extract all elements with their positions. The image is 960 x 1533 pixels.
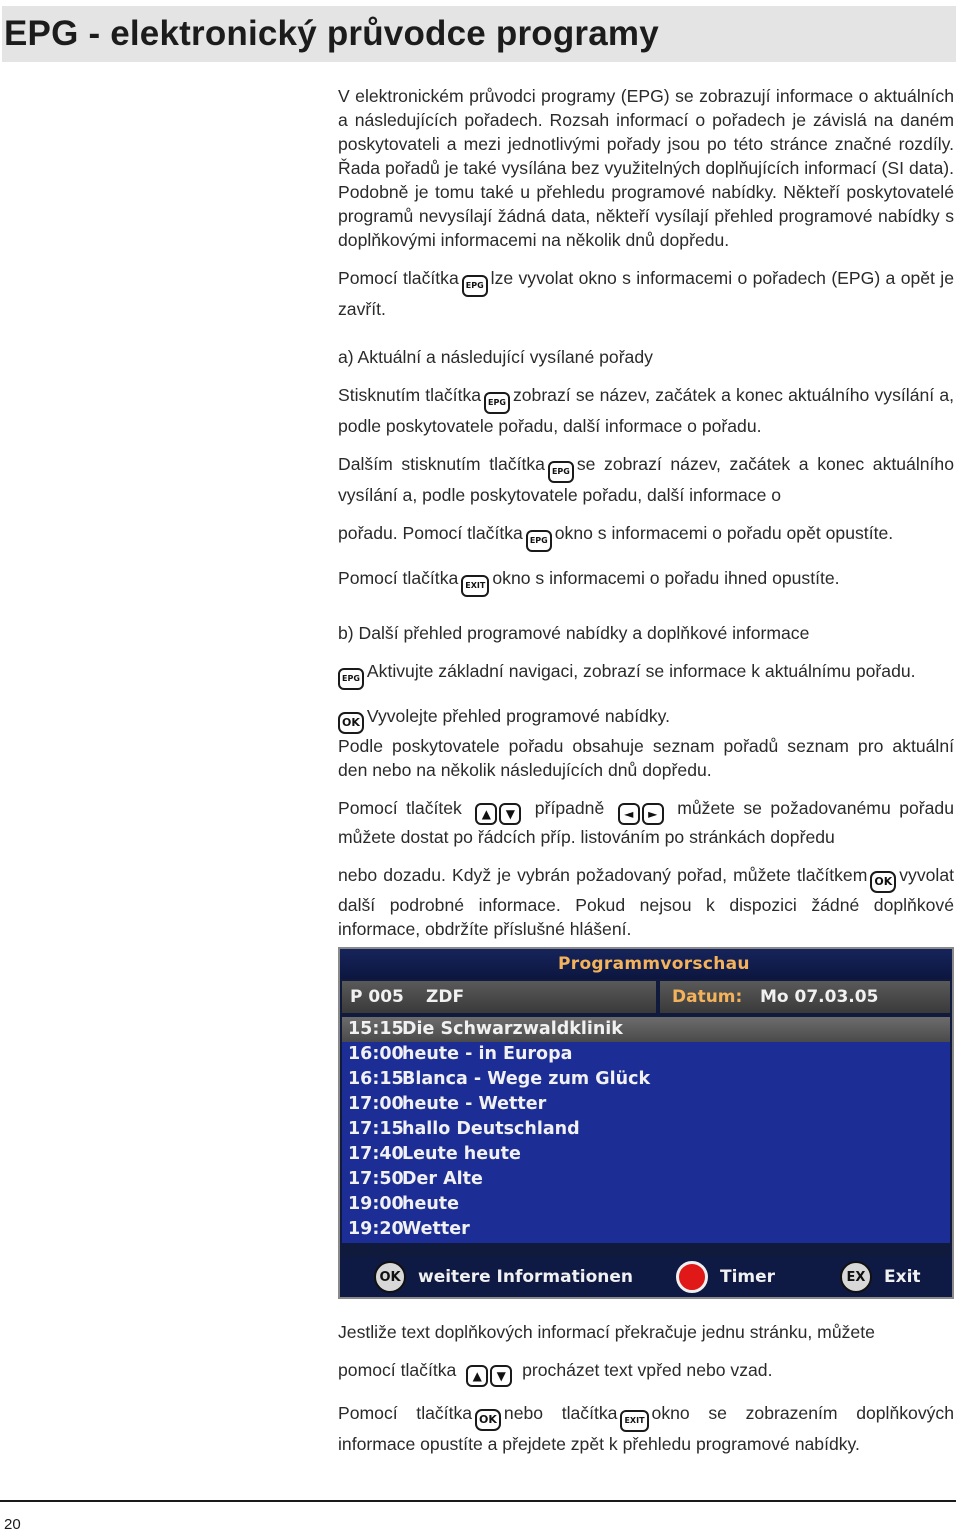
ok-button-icon: OK (374, 1261, 406, 1293)
ok-key-icon: OK (870, 871, 896, 893)
tv-program-row[interactable] (342, 1142, 950, 1167)
tv-footer (340, 1257, 952, 1297)
tv-channel-info (342, 981, 656, 1013)
text-segment: lze vyvolat okno s informacemi o pořadech (EPG) a opět je zavřít. (338, 268, 954, 319)
intro-paragraph: V elektronickém průvodci programy (EPG) se zobrazují informace o aktuálních a následujících pořadech. Rozsah informací o pořadech je závislá na daném poskytovateli a mezi jednotlivými pořady jsou po této stránce značné rozdíly. Řada pořadů je také vysílána bez využitelných doplňujících informací (SI data). Podobně je tomu také u přehledu programové nabídky. Někteří poskytovatelé programů nevysílají žádná data, někteří vysílají přehled programové nabídky s doplňkovými informacemi na několik dnů dopředu. (338, 86, 954, 250)
epg-screenshot (338, 947, 954, 1299)
closing-content (338, 1320, 954, 1456)
closing-paragraph-2 (338, 1358, 954, 1387)
main-content (338, 84, 954, 941)
tv-date-info (660, 981, 950, 1013)
right-arrow-key-icon: ► (642, 803, 664, 825)
tv-program-name: hallo Deutschland (402, 1119, 580, 1139)
left-right-keys (617, 796, 665, 825)
tv-program-name: Der Alte (402, 1169, 483, 1189)
tv-program-list (342, 1017, 950, 1243)
tv-program-time: 16:15 (348, 1069, 404, 1089)
epg-key-icon: EPG (462, 275, 488, 297)
section-a-heading: a) Aktuální a následující vysílané pořady (338, 347, 653, 367)
section-a-paragraph-1 (338, 383, 954, 438)
text-segment: zobrazí se název, začátek a konec aktuálního vysílání a, podle poskytovatele pořadu, další informace o pořadu. (338, 385, 954, 436)
text-segment: můžete se požadovanému pořadu můžete dostat po řádcích příp. listováním po stránkách dopředu (338, 798, 954, 847)
tv-program-time: 17:15 (348, 1119, 404, 1139)
text-segment: pomocí tlačítka (338, 1360, 457, 1380)
text-segment: nebo tlačítka (503, 1403, 618, 1423)
section-b-paragraph-4 (338, 796, 954, 849)
section-a-paragraph-4 (338, 566, 954, 597)
tv-program-row[interactable] (342, 1217, 950, 1242)
closing-paragraph-3 (338, 1401, 954, 1456)
section-b-paragraph-5 (338, 863, 954, 941)
tv-program-row[interactable] (342, 1042, 950, 1067)
left-arrow-key-icon: ◄ (618, 803, 640, 825)
section-a-paragraph-2 (338, 452, 954, 507)
tv-program-name: heute - in Europa (402, 1044, 573, 1064)
tv-channel-number: P 005 (350, 987, 404, 1007)
tv-program-name: heute - Wetter (402, 1094, 547, 1114)
ok-key-icon: OK (475, 1409, 501, 1431)
page-title: EPG - elektronický průvodce programy (4, 14, 659, 53)
tv-title-bar (340, 949, 952, 979)
tv-program-time: 17:40 (348, 1144, 404, 1164)
text-segment: vyvolat další podrobné informace. Pokud nejsou k dispozici žádné doplňkové informace, obdržíte příslušné hlášení. (338, 865, 954, 939)
tv-program-time: 15:15 (348, 1019, 404, 1039)
up-arrow-key-icon: ▲ (475, 803, 497, 825)
tv-program-name: Blanca - Wege zum Glück (402, 1069, 651, 1089)
section-b-paragraph-2 (338, 704, 954, 734)
section-b-paragraph-3: Podle poskytovatele pořadu obsahuje seznam pořadů seznam pro aktuální den nebo na několik následujících dnů dopředu. (338, 736, 954, 780)
text-segment: okno s informacemi o pořadu opět opustíte. (554, 523, 894, 543)
tv-program-time: 16:00 (348, 1044, 404, 1064)
text-segment: Aktivujte základní navigaci, zobrazí se informace k aktuálnímu pořadu. (366, 661, 916, 681)
footer-divider (0, 1500, 956, 1502)
text-segment: okno s informacemi o pořadu ihned opustíte. (492, 568, 840, 588)
tv-program-name: Leute heute (402, 1144, 521, 1164)
text-segment: Pomocí tlačítek (338, 798, 462, 818)
text-segment: procházet text vpřed nebo vzad. (522, 1360, 773, 1380)
down-arrow-key-icon: ▼ (490, 1365, 512, 1387)
page-number: 20 (4, 1516, 21, 1533)
tv-title: Programmvorschau (558, 954, 750, 974)
tv-program-name: Wetter (402, 1219, 470, 1239)
text-segment: Vyvolejte přehled programové nabídky. (366, 706, 671, 726)
down-arrow-key-icon: ▼ (499, 803, 521, 825)
tv-program-row[interactable] (342, 1017, 950, 1042)
tv-program-row[interactable] (342, 1092, 950, 1117)
tv-program-time: 17:50 (348, 1169, 404, 1189)
timer-label: Timer (720, 1267, 776, 1287)
up-down-keys (474, 796, 522, 825)
exit-button-icon: EX (840, 1261, 872, 1293)
ok-key-icon: OK (338, 712, 364, 734)
text-segment: Pomocí tlačítka (338, 568, 459, 588)
tv-program-row[interactable] (342, 1192, 950, 1217)
text-segment: Pomocí tlačítka (338, 1403, 473, 1423)
section-a-paragraph-3 (338, 521, 954, 552)
text-segment: okno se zobrazením doplňkových informace opustíte a přejdete zpět k přehledu programové nabídky. (338, 1403, 954, 1454)
exit-key-icon: EXIT (461, 575, 489, 597)
section-b-heading: b) Další přehled programové nabídky a doplňkové informace (338, 623, 810, 643)
up-arrow-key-icon: ▲ (466, 1365, 488, 1387)
exit-key-icon: EXIT (620, 1410, 648, 1432)
text-segment: pořadu. Pomocí tlačítka (338, 523, 523, 543)
tv-date-value: Mo 07.03.05 (760, 987, 879, 1007)
tv-program-row[interactable] (342, 1067, 950, 1092)
text-segment: Dalším stisknutím tlačítka (338, 454, 545, 474)
more-info-label: weitere Informationen (418, 1267, 633, 1287)
closing-paragraph-1: Jestliže text doplňkových informací překračuje jednu stránku, můžete (338, 1322, 875, 1342)
text-segment: Stisknutím tlačítka (338, 385, 482, 405)
epg-key-icon: EPG (484, 392, 510, 414)
tv-program-time: 17:00 (348, 1094, 404, 1114)
record-button-icon (676, 1261, 708, 1293)
text-segment: Pomocí tlačítka (338, 268, 459, 288)
tv-program-row[interactable] (342, 1117, 950, 1142)
intro-epg-paragraph (338, 266, 954, 321)
epg-key-icon: EPG (338, 668, 364, 690)
text-segment: nebo dozadu. Když je vybrán požadovaný pořad, můžete tlačítkem (338, 865, 868, 885)
tv-program-name: Die Schwarzwaldklinik (402, 1019, 623, 1039)
tv-program-time: 19:20 (348, 1219, 404, 1239)
text-segment: případně (534, 798, 605, 818)
epg-key-icon: EPG (526, 530, 552, 552)
exit-label: Exit (884, 1267, 921, 1287)
tv-channel-name: ZDF (426, 987, 465, 1007)
tv-program-time: 19:00 (348, 1194, 404, 1214)
up-down-keys (465, 1358, 513, 1387)
text-segment: se zobrazí název, začátek a konec aktuálního vysílání a, podle poskytovatele pořadu, další informace o (338, 454, 954, 505)
tv-program-name: heute (402, 1194, 460, 1214)
tv-program-row[interactable] (342, 1167, 950, 1192)
section-b-paragraph-1 (338, 659, 954, 690)
epg-key-icon: EPG (548, 461, 574, 483)
tv-date-label: Datum: (672, 987, 743, 1007)
